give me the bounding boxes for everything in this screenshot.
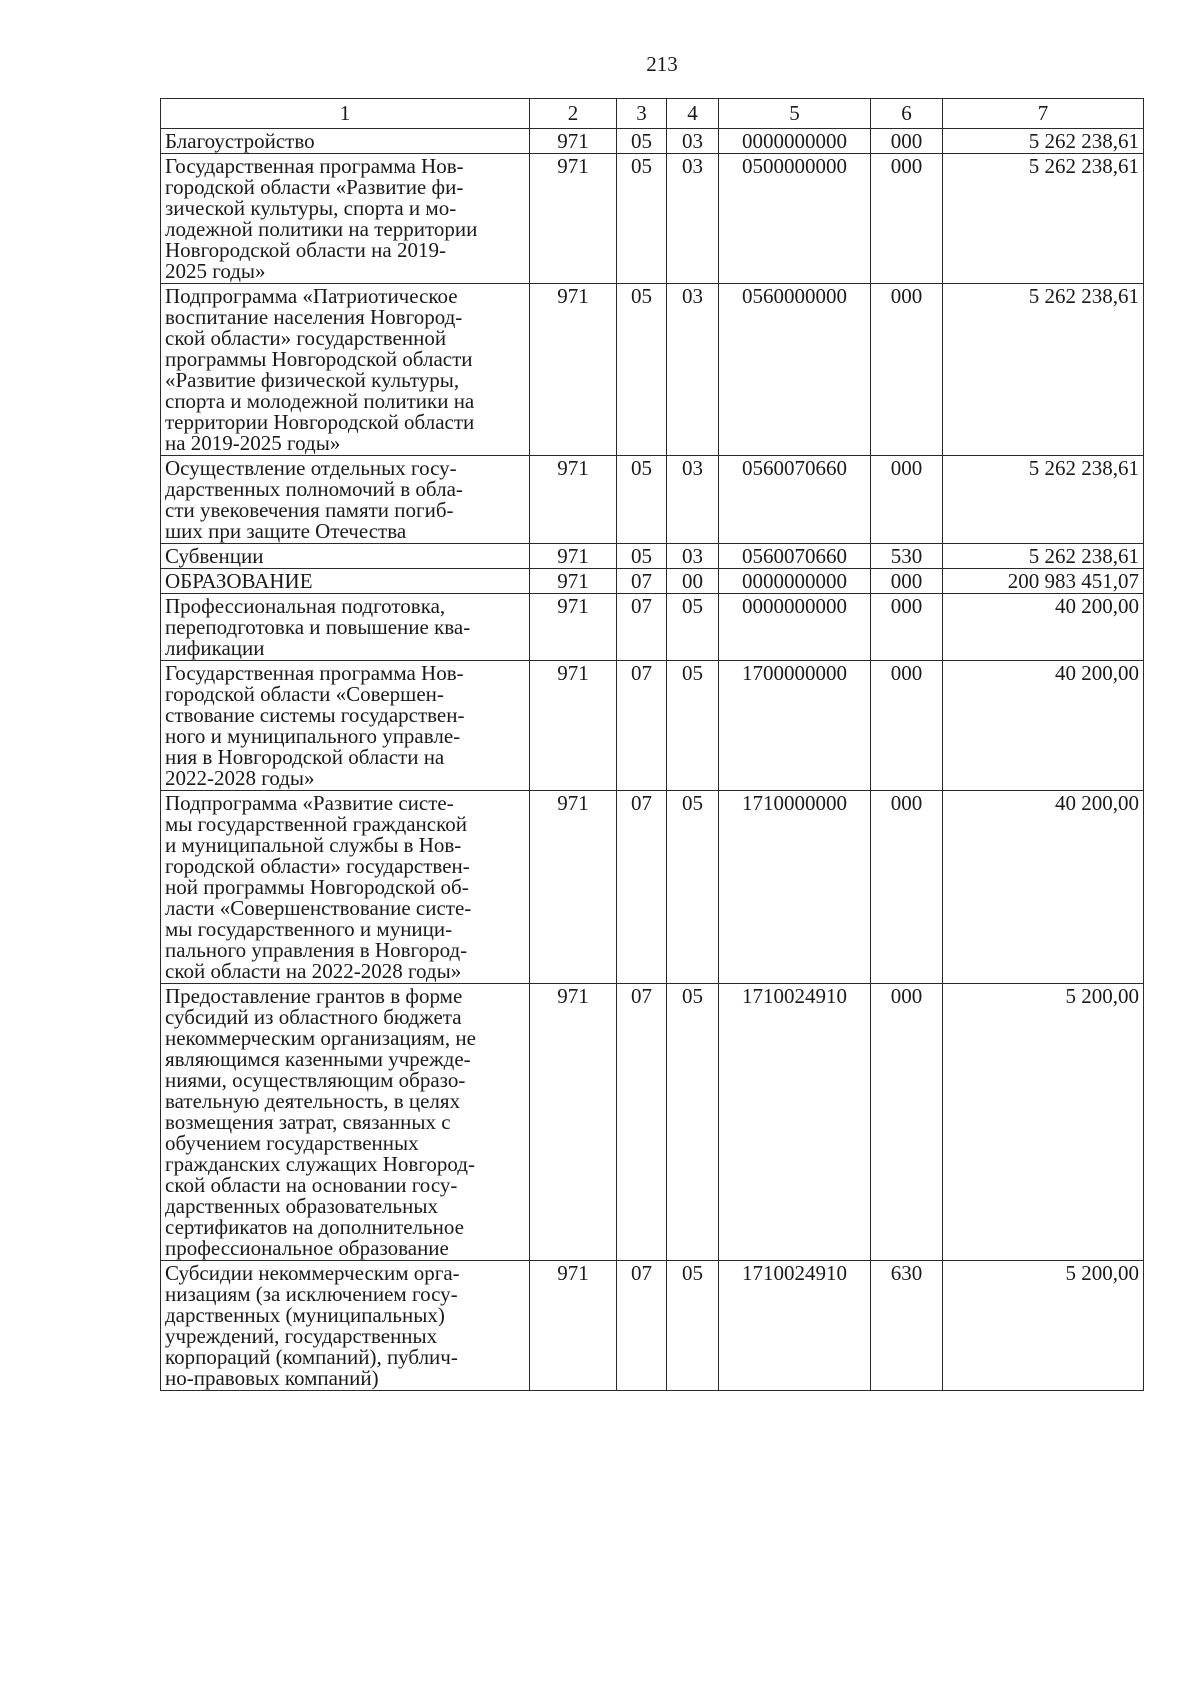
target-article-cell: 1710024910 xyxy=(719,984,871,1261)
expense-type-cell: 000 xyxy=(871,791,943,984)
expense-type-cell: 000 xyxy=(871,594,943,661)
expense-type-cell: 000 xyxy=(871,984,943,1261)
row-name-cell: Благоустройство xyxy=(161,129,530,154)
subsection-cell: 00 xyxy=(667,569,719,594)
expense-type-cell: 000 xyxy=(871,569,943,594)
admin-code-cell: 971 xyxy=(530,661,617,791)
section-cell: 07 xyxy=(617,569,667,594)
expense-type-cell: 000 xyxy=(871,456,943,544)
row-name-cell: Профессиональная подготовка, переподготовка и повышение ква- лификации xyxy=(161,594,530,661)
section-cell: 07 xyxy=(617,661,667,791)
table-row xyxy=(161,284,1144,456)
amount-cell: 40 200,00 xyxy=(943,791,1144,984)
section-cell: 05 xyxy=(617,544,667,569)
admin-code-cell: 971 xyxy=(530,791,617,984)
amount-cell: 5 262 238,61 xyxy=(943,544,1144,569)
header-row xyxy=(161,99,1144,129)
section-cell: 07 xyxy=(617,1261,667,1391)
admin-code-cell: 971 xyxy=(530,129,617,154)
section-cell: 05 xyxy=(617,284,667,456)
amount-cell: 200 983 451,07 xyxy=(943,569,1144,594)
subsection-cell: 03 xyxy=(667,284,719,456)
row-name-cell: Субсидии некоммерческим орга- низациям (за исключением госу- дарственных (муниципальных) учреждений, государственных корпораций (компаний), публич- но-правовых компаний) xyxy=(161,1261,530,1391)
amount-cell: 5 200,00 xyxy=(943,1261,1144,1391)
row-name-cell: Предоставление грантов в форме субсидий из областного бюджета некоммерческим организациям, не являющимся казенными учрежде- ниями, осуществляющим образо- вательную деятельность, в целях возмещения затрат, связанных с обучением государственных гражданских служащих Новгород- ской области на основании госу- дарственных образовательных сертификатов на дополнительное профессиональное образование xyxy=(161,984,530,1261)
column-header: 2 xyxy=(530,99,617,129)
amount-cell: 5 262 238,61 xyxy=(943,129,1144,154)
expense-type-cell: 000 xyxy=(871,284,943,456)
target-article-cell: 1700000000 xyxy=(719,661,871,791)
page-number: 213 xyxy=(646,52,678,76)
table-row xyxy=(161,661,1144,791)
column-header: 6 xyxy=(871,99,943,129)
row-name-cell: Субвенции xyxy=(161,544,530,569)
row-name-cell: ОБРАЗОВАНИЕ xyxy=(161,569,530,594)
section-cell: 07 xyxy=(617,791,667,984)
admin-code-cell: 971 xyxy=(530,154,617,284)
column-header: 3 xyxy=(617,99,667,129)
subsection-cell: 05 xyxy=(667,1261,719,1391)
section-cell: 05 xyxy=(617,456,667,544)
target-article-cell: 0560070660 xyxy=(719,456,871,544)
table-row xyxy=(161,569,1144,594)
target-article-cell: 0000000000 xyxy=(719,569,871,594)
row-name-cell: Осуществление отдельных госу- дарственных полномочий в обла- сти увековечения памяти погиб- ших при защите Отечества xyxy=(161,456,530,544)
amount-cell: 5 200,00 xyxy=(943,984,1144,1261)
admin-code-cell: 971 xyxy=(530,1261,617,1391)
subsection-cell: 03 xyxy=(667,544,719,569)
expense-type-cell: 000 xyxy=(871,661,943,791)
row-name-cell: Подпрограмма «Патриотическое воспитание населения Новгород- ской области» государственной программы Новгородской области «Развитие физической культуры, спорта и молодежной политики на территории Новгородской области на 2019-2025 годы» xyxy=(161,284,530,456)
admin-code-cell: 971 xyxy=(530,544,617,569)
subsection-cell: 03 xyxy=(667,456,719,544)
table-row xyxy=(161,544,1144,569)
admin-code-cell: 971 xyxy=(530,284,617,456)
table-row xyxy=(161,791,1144,984)
row-name-cell: Государственная программа Нов- городской области «Совершен- ствование системы государствен- ного и муниципального управле- ния в Новгородской области на 2022-2028 годы» xyxy=(161,661,530,791)
table-row xyxy=(161,456,1144,544)
column-header: 5 xyxy=(719,99,871,129)
admin-code-cell: 971 xyxy=(530,984,617,1261)
subsection-cell: 05 xyxy=(667,984,719,1261)
subsection-cell: 05 xyxy=(667,594,719,661)
section-cell: 07 xyxy=(617,594,667,661)
subsection-cell: 03 xyxy=(667,129,719,154)
target-article-cell: 1710000000 xyxy=(719,791,871,984)
column-header: 7 xyxy=(943,99,1144,129)
table-row xyxy=(161,984,1144,1261)
amount-cell: 40 200,00 xyxy=(943,594,1144,661)
target-article-cell: 0000000000 xyxy=(719,129,871,154)
target-article-cell: 0560070660 xyxy=(719,544,871,569)
section-cell: 05 xyxy=(617,129,667,154)
admin-code-cell: 971 xyxy=(530,594,617,661)
column-header: 1 xyxy=(161,99,530,129)
target-article-cell: 0560000000 xyxy=(719,284,871,456)
table-row xyxy=(161,154,1144,284)
amount-cell: 40 200,00 xyxy=(943,661,1144,791)
target-article-cell: 0000000000 xyxy=(719,594,871,661)
budget-table xyxy=(160,98,1144,1391)
subsection-cell: 05 xyxy=(667,661,719,791)
target-article-cell: 0500000000 xyxy=(719,154,871,284)
section-cell: 05 xyxy=(617,154,667,284)
row-name-cell: Государственная программа Нов- городской области «Развитие фи- зической культуры, спорта и мо- лодежной политики на территории Новгородской области на 2019- 2025 годы» xyxy=(161,154,530,284)
table-row xyxy=(161,129,1144,154)
row-name-cell: Подпрограмма «Развитие систе- мы государственной гражданской и муниципальной службы в Нов- городской области» государствен- ной программы Новгородской об- ласти «Совершенствование систе- мы государственного и муници- пального управления в Новгород- ской области на 2022-2028 годы» xyxy=(161,791,530,984)
subsection-cell: 05 xyxy=(667,791,719,984)
admin-code-cell: 971 xyxy=(530,456,617,544)
column-header: 4 xyxy=(667,99,719,129)
amount-cell: 5 262 238,61 xyxy=(943,456,1144,544)
target-article-cell: 1710024910 xyxy=(719,1261,871,1391)
table-row xyxy=(161,594,1144,661)
amount-cell: 5 262 238,61 xyxy=(943,154,1144,284)
table-row xyxy=(161,1261,1144,1391)
subsection-cell: 03 xyxy=(667,154,719,284)
expense-type-cell: 000 xyxy=(871,154,943,284)
expense-type-cell: 530 xyxy=(871,544,943,569)
expense-type-cell: 000 xyxy=(871,129,943,154)
amount-cell: 5 262 238,61 xyxy=(943,284,1144,456)
section-cell: 07 xyxy=(617,984,667,1261)
admin-code-cell: 971 xyxy=(530,569,617,594)
expense-type-cell: 630 xyxy=(871,1261,943,1391)
